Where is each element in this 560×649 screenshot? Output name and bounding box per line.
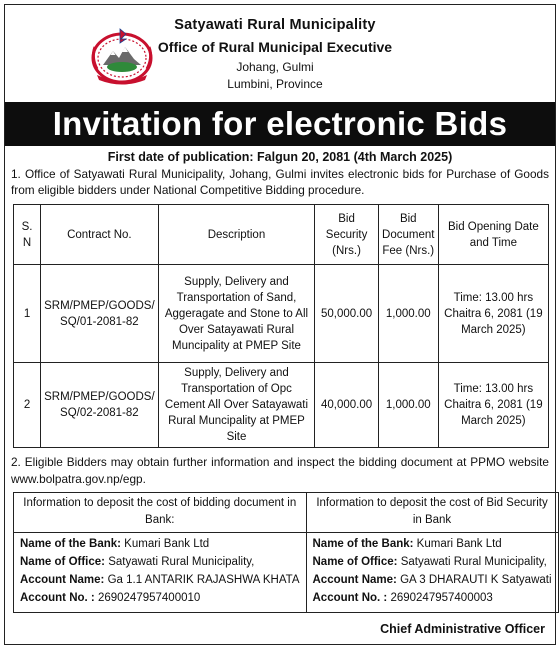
publication-date: First date of publication: Falgun 20, 2081 (4th March 2025) xyxy=(107,150,453,164)
header-sn: S. N xyxy=(14,205,41,265)
cell-sn: 1 xyxy=(14,265,41,363)
location-line-1: Johang, Gulmi xyxy=(236,60,314,74)
cell-description: Supply, Delivery and Transportation of Sand, Aggeragate and Stone to All Over Satayawati Rural Muncipality at PMEP Site xyxy=(158,265,315,363)
value-bank-name: Kumari Bank Ltd xyxy=(416,538,502,550)
label-account-no: Account No. : xyxy=(20,592,95,604)
value-office-name: Satyawati Rural Municipality, xyxy=(108,556,255,568)
bank-doc-details xyxy=(14,533,307,613)
value-office-name: Satyawati Rural Municipality, xyxy=(400,556,547,568)
cell-contract-no: SRM/PMEP/GOODS/ SQ/02-2081-82 xyxy=(41,363,159,448)
bank-info-table xyxy=(13,492,559,613)
bank-security-header: Information to deposit the cost of Bid Security in Bank xyxy=(306,493,558,533)
cell-document-fee: 1,000.00 xyxy=(378,265,438,363)
cell-description: Supply, Delivery and Transportation of Opc Cement All Over Satayawati Rural Muncipality at PMEP Site xyxy=(158,363,315,448)
label-office-name: Name of Office: xyxy=(312,556,398,568)
cell-opening-date: Time: 13.00 hrs Chaitra 6, 2081 (19 March 2025) xyxy=(438,363,548,448)
cell-bid-security: 50,000.00 xyxy=(315,265,378,363)
table-header-row xyxy=(14,205,549,265)
ppmo-paragraph: 2. Eligible Bidders may obtain further information and inspect the bidding document at PPMO website www.bolpatra.gov.np/egp. xyxy=(11,455,549,486)
value-account-name: Ga 1.1 ANTARIK RAJASHWA KHATA xyxy=(107,574,300,586)
label-account-name: Account Name: xyxy=(20,574,105,586)
office-name: Office of Rural Municipal Executive xyxy=(157,39,393,55)
cell-bid-security: 40,000.00 xyxy=(315,363,378,448)
value-account-no: 2690247957400010 xyxy=(97,592,201,604)
bank-doc-header: Information to deposit the cost of bidding document in Bank: xyxy=(14,493,307,533)
header-text xyxy=(155,17,395,91)
signature-title: Chief Administrative Officer xyxy=(380,622,545,636)
label-bank-name: Name of the Bank: xyxy=(312,538,414,550)
location-line-2: Lumbini, Province xyxy=(227,77,323,91)
label-bank-name: Name of the Bank: xyxy=(20,538,121,550)
header-bid-security: Bid Security (Nrs.) xyxy=(315,205,378,265)
label-office-name: Name of Office: xyxy=(20,556,105,568)
value-account-name: GA 3 DHARAUTI K Satyawati xyxy=(400,574,552,586)
table-row xyxy=(14,265,549,363)
table-row xyxy=(14,363,549,448)
value-bank-name: Kumari Bank Ltd xyxy=(124,538,210,550)
label-account-name: Account Name: xyxy=(312,574,397,586)
bank-security-details xyxy=(306,533,558,613)
nepal-government-emblem-icon xyxy=(89,25,155,85)
title-banner: Invitation for electronic Bids xyxy=(5,102,555,146)
header-description: Description xyxy=(158,205,315,265)
cell-sn: 2 xyxy=(14,363,41,448)
municipality-name: Satyawati Rural Municipality xyxy=(174,17,376,33)
value-account-no: 2690247957400003 xyxy=(390,592,493,604)
cell-document-fee: 1,000.00 xyxy=(378,363,438,448)
label-account-no: Account No. : xyxy=(312,592,388,604)
notice-header xyxy=(5,5,555,102)
header-contract-no: Contract No. xyxy=(41,205,159,265)
bids-table xyxy=(13,204,549,448)
header-opening-date: Bid Opening Date and Time xyxy=(438,205,548,265)
invitation-paragraph: 1. Office of Satyawati Rural Municipality, Johang, Gulmi invites electronic bids for Purchase of Goods from eligible bidders under National Competitive Bidding procedure. xyxy=(11,167,549,197)
header-document-fee: Bid Document Fee (Nrs.) xyxy=(378,205,438,265)
cell-contract-no: SRM/PMEP/GOODS/ SQ/01-2081-82 xyxy=(41,265,159,363)
cell-opening-date: Time: 13.00 hrs Chaitra 6, 2081 (19 March 2025) xyxy=(438,265,548,363)
notice-page xyxy=(4,4,556,645)
